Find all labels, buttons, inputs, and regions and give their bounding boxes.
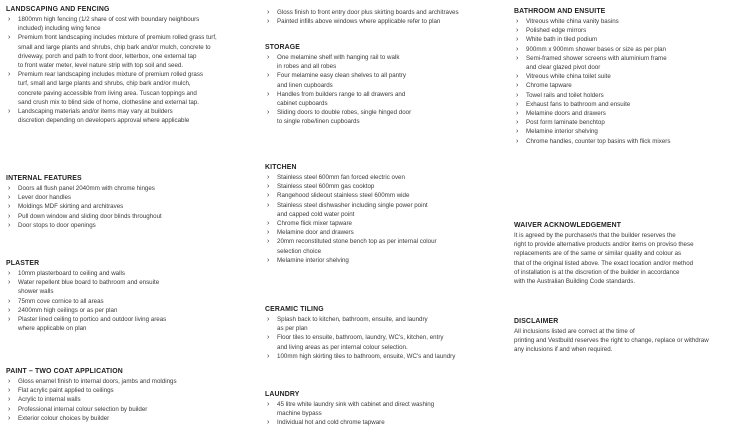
chevron-right-icon: › <box>8 387 11 395</box>
list-item: › Four melamine easy clean shelves to all pantry <box>267 72 406 80</box>
chevron-right-icon: › <box>8 203 11 211</box>
list-item: › Melamine door and drawers <box>267 229 354 237</box>
list-item: › Gloss enamel finish to internal doors, jambs and moldings <box>8 378 177 385</box>
list-item: › Premium front landscaping includes mixture of premium rolled grass turf, <box>8 34 217 42</box>
chevron-right-icon: › <box>267 72 270 80</box>
paragraph-line: right to provide alternative products and/or items on proviso these <box>514 241 694 249</box>
chevron-right-icon: › <box>8 270 11 277</box>
section-paint <box>6 368 249 423</box>
chevron-right-icon: › <box>267 419 270 427</box>
section-disclaimer <box>514 318 748 355</box>
chevron-right-icon: › <box>267 316 270 323</box>
list-item: › Towel rails and toilet holders <box>516 91 604 99</box>
list-item: › Stainless steel dishwasher including single power point <box>267 201 428 209</box>
list-item: › 20mm reconstituted stone bench top as per internal colour <box>267 238 437 246</box>
chevron-right-icon: › <box>267 201 270 209</box>
list-item: › Landscaping materials and/or items may vary at builders <box>8 108 173 116</box>
chevron-right-icon: › <box>8 306 11 314</box>
list-item: › Rangehood slideout stainless steel 600mm wide <box>267 192 410 200</box>
section-waiver <box>514 222 748 286</box>
paragraph-line: printing and Vestbuild reserves the right to change, replace or withdraw <box>514 337 709 345</box>
list-item: › Chrome handles, counter top basins with flick mixers <box>516 137 671 145</box>
chevron-right-icon: › <box>8 212 11 220</box>
paragraph-line: with the Australian Building Code standards. <box>514 278 636 286</box>
section-heading: DISCLAIMER <box>514 318 559 325</box>
chevron-right-icon: › <box>516 82 519 90</box>
section-ceramic-tiling: CERAMIC TILING › Splash back to kitchen, bathroom, ensuite, and laundry as per plan › Floor tiles to ensuite, bathroom, laundry, WC's, kitchen, entry and living areas as per internal colour selection. › 100mm high skirting tiles to bathroom, ensuite, WC's and laundry <box>265 306 505 361</box>
list-item: › Chrome tapware <box>516 82 572 90</box>
section-paint-continued <box>265 8 505 26</box>
chevron-right-icon: › <box>8 414 11 422</box>
section-heading: KITCHEN <box>265 164 297 171</box>
chevron-right-icon: › <box>8 297 11 305</box>
list-item: › Painted infills above windows where applicable refer to plan <box>267 18 441 26</box>
chevron-right-icon: › <box>267 334 270 342</box>
chevron-right-icon: › <box>516 54 519 62</box>
list-item: › Stainless steel 600mm fan forced electric oven <box>267 174 405 181</box>
list-item: › Lever door handles <box>8 194 71 202</box>
list-item: › Sliding doors to double robes, single hinged door <box>267 109 412 117</box>
chevron-right-icon: › <box>516 100 519 108</box>
chevron-right-icon: › <box>516 91 519 99</box>
list-item: › Melamine interior shelving <box>516 128 598 136</box>
chevron-right-icon: › <box>516 110 519 118</box>
section-heading: INTERNAL FEATURES <box>6 175 82 182</box>
chevron-right-icon: › <box>8 396 11 404</box>
paragraph-line: that of the original listed above. The exact location and/or method <box>514 259 694 267</box>
section-plaster: PLASTER › 10mm plasterboard to ceiling and walls › Water repellent blue board to bathroom and ensuite shower walls › 75mm cove cornice to all areas › 2400mm high ceilings or as per plan › Plaster lined ceiling to portico and outdoor living areas where applicable on plan <box>6 260 249 333</box>
chevron-right-icon: › <box>267 238 270 246</box>
chevron-right-icon: › <box>8 34 11 42</box>
chevron-right-icon: › <box>8 378 11 385</box>
list-item: › Polished edge mirrors <box>516 27 587 35</box>
chevron-right-icon: › <box>8 194 11 202</box>
section-heading: STORAGE <box>265 44 300 51</box>
section-heading: CERAMIC TILING <box>265 306 324 313</box>
list-item: › Exterior colour choices by builder <box>8 414 110 422</box>
chevron-right-icon: › <box>8 185 11 192</box>
list-item: › Premium rear landscaping includes mixture of premium rolled grass <box>8 71 204 79</box>
chevron-right-icon: › <box>516 45 519 53</box>
list-item: › Gloss finish to front entry door plus skirting boards and architraves <box>267 9 459 16</box>
section-landscaping: LANDSCAPING AND FENCING › 1800mm high fencing (1/2 share of cost with boundary neighbours included) including wing fence › Premium front landscaping includes mixture of premium rolled grass turf, small and large plants and shrubs, chip bark and/or mulch, concrete to driveway, porch and path to front door, letterbox, one external tap to front water meter, level nature strip with top soil and seed. › Premium rear landscaping includes mixture of premium rolled grass turf, small and large plants and shrubs, chip bark and/or mulch, concrete paving accessible from living area. Tuscan toppings and sand crush mix to blind side of home, clothesline and external tap. › Landscaping materials and/or items may vary at builders discretion depending on developers approval where applicable <box>6 6 249 125</box>
list-item: › Plaster lined ceiling to portico and outdoor living areas <box>8 316 167 324</box>
chevron-right-icon: › <box>516 119 519 127</box>
chevron-right-icon: › <box>8 71 11 79</box>
section-heading: LANDSCAPING AND FENCING <box>6 6 110 13</box>
list-item: › Melamine doors and drawers <box>516 110 606 118</box>
paragraph-line: It is agreed by the purchaser/s that the builder reserves the <box>514 232 676 239</box>
list-item: › 75mm cove cornice to all areas <box>8 297 104 305</box>
list-item: › Semi-framed shower screens with aluminium frame <box>516 54 667 62</box>
chevron-right-icon: › <box>267 90 270 98</box>
chevron-right-icon: › <box>267 109 270 117</box>
chevron-right-icon: › <box>267 54 270 61</box>
list-item: › One melamine shelf with hanging rail to walk <box>267 54 400 61</box>
chevron-right-icon: › <box>516 128 519 136</box>
chevron-right-icon: › <box>267 18 270 26</box>
chevron-right-icon: › <box>8 316 11 324</box>
list-item: › Water repellent blue board to bathroom and ensuite <box>8 279 160 287</box>
list-item: › Door stops to door openings <box>8 221 96 229</box>
chevron-right-icon: › <box>267 229 270 237</box>
section-bathroom-ensuite: BATHROOM AND ENSUITE › Vitreous white china vanity basins › Polished edge mirrors › White bath in tiled podium › 900mm x 900mm shower bases or size as per plan › Semi-framed shower screens with aluminium frame and clear glazed pivot door › Vitreous white china toilet suite › Chrome tapware › Towel rails and toilet holders › Exhaust fans to bathroom and ensuite › Melamine doors and drawers › Post form laminate benchtop › Melamine interior shelving › Chrome handles, counter top basins with flick mixers <box>514 8 748 146</box>
list-item: › Moldings MDF skirting and architraves <box>8 203 124 211</box>
list-item: › Individual hot and cold chrome tapware <box>267 419 385 427</box>
chevron-right-icon: › <box>516 36 519 44</box>
chevron-right-icon: › <box>8 221 11 229</box>
section-internal-features <box>6 175 249 230</box>
list-item: › Vitreous white china toilet suite <box>516 73 611 81</box>
list-item: › 100mm high skirting tiles to bathroom, ensuite, WC's and laundry <box>267 352 456 360</box>
chevron-right-icon: › <box>8 16 11 23</box>
list-item: › Flat acrylic paint applied to ceilings <box>8 387 114 395</box>
section-heading: WAIVER ACKNOWLEDGEMENT <box>514 222 622 229</box>
list-item: › 2400mm high ceilings or as per plan <box>8 306 118 314</box>
chevron-right-icon: › <box>267 174 270 181</box>
section-heading: PAINT – TWO COAT APPLICATION <box>6 368 123 375</box>
chevron-right-icon: › <box>267 401 270 408</box>
paragraph-line: of installation is at the discretion of the builder in accordance <box>514 268 680 276</box>
chevron-right-icon: › <box>267 9 270 16</box>
list-item: › Handles from builders range to all drawers and <box>267 90 406 98</box>
list-item: › Exhaust fans to bathroom and ensuite <box>516 100 631 108</box>
paragraph-line: any inclusions if and when required. <box>514 346 613 354</box>
section-heading: LAUNDRY <box>265 391 300 398</box>
chevron-right-icon: › <box>267 183 270 191</box>
list-item: › Floor tiles to ensuite, bathroom, laundry, WC's, kitchen, entry <box>267 334 444 342</box>
list-item: › 10mm plasterboard to ceiling and walls <box>8 270 125 277</box>
chevron-right-icon: › <box>267 192 270 200</box>
list-item: › 1800mm high fencing (1/2 share of cost with boundary neighbours <box>8 16 200 23</box>
chevron-right-icon: › <box>267 220 270 228</box>
chevron-right-icon: › <box>267 256 270 264</box>
list-item: › Stainless steel 600mm gas cooktop <box>267 183 375 191</box>
paragraph-line: replacements are of the same or similar quality and colour as <box>514 250 682 258</box>
list-item: › Acrylic to internal walls <box>8 396 81 404</box>
chevron-right-icon: › <box>8 279 11 287</box>
list-item: › Pull down window and sliding door blinds throughout <box>8 212 162 220</box>
section-kitchen: KITCHEN › Stainless steel 600mm fan forced electric oven › Stainless steel 600mm gas cooktop › Rangehood slideout stainless steel 600mm wide › Stainless steel dishwasher including single power point and capped cold water point › Chrome flick mixer tapware › Melamine door and drawers › 20mm reconstituted stone bench top as per internal colour selection choice › Melamine interior shelving <box>265 164 505 265</box>
list-item: › 45 litre white laundry sink with cabinet and direct washing <box>267 401 435 408</box>
list-item: › Melamine interior shelving <box>267 256 349 264</box>
list-item: › Vitreous white china vanity basins <box>516 18 619 25</box>
chevron-right-icon: › <box>516 18 519 25</box>
section-storage: STORAGE › One melamine shelf with hanging rail to walk in robes and all robes › Four melamine easy clean shelves to all pantry and linen cupboards › Handles from builders range to all drawers and cabinet cupboards › Sliding doors to double robes, single hinged door to single robe/linen cupboards <box>265 44 505 127</box>
list-item: › Doors all flush panel 2040mm with chrome hinges <box>8 185 155 192</box>
chevron-right-icon: › <box>516 73 519 81</box>
list-item: › White bath in tiled podium <box>516 36 598 44</box>
section-heading: BATHROOM AND ENSUITE <box>514 8 606 15</box>
list-item: › Chrome flick mixer tapware <box>267 220 352 228</box>
section-laundry: LAUNDRY › 45 litre white laundry sink with cabinet and direct washing machine bypass › Individual hot and cold chrome tapware <box>265 391 505 428</box>
list-item: › Post form laminate benchtop <box>516 119 605 127</box>
paragraph-line: All inclusions listed are correct at the time of <box>514 328 635 335</box>
chevron-right-icon: › <box>8 108 11 116</box>
chevron-right-icon: › <box>8 405 11 413</box>
chevron-right-icon: › <box>516 137 519 145</box>
list-item: › 900mm x 900mm shower bases or size as per plan <box>516 45 666 53</box>
chevron-right-icon: › <box>267 352 270 360</box>
section-heading: PLASTER <box>6 260 40 267</box>
list-item: › Professional internal colour selection by builder <box>8 405 148 413</box>
chevron-right-icon: › <box>516 27 519 35</box>
list-item: › Splash back to kitchen, bathroom, ensuite, and laundry <box>267 316 428 323</box>
